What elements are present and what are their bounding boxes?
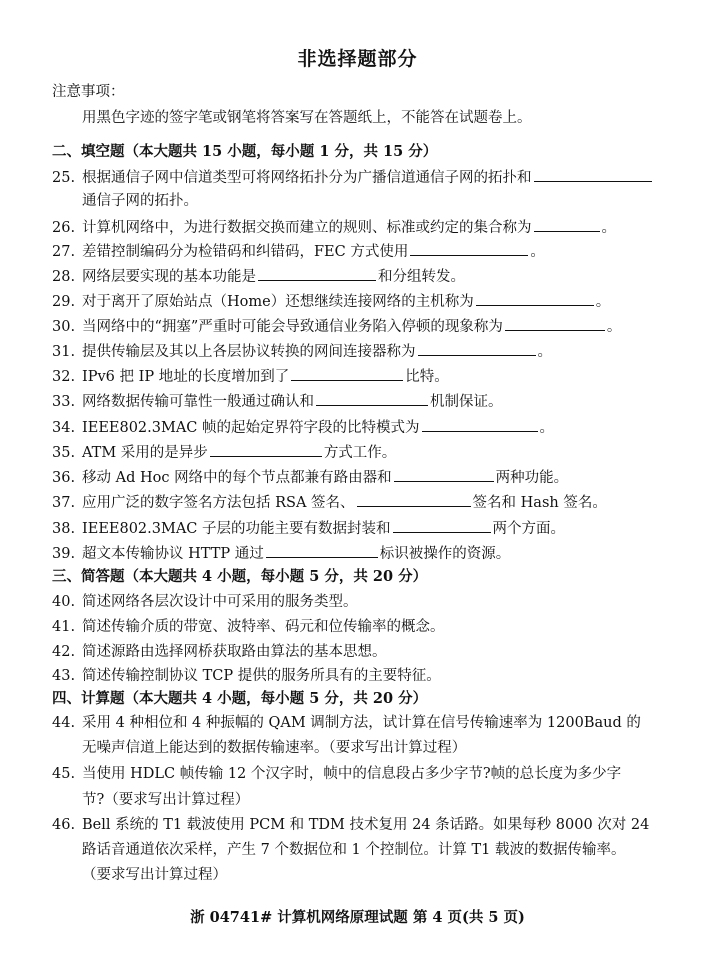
question-text-end: 比特。 — [405, 369, 449, 385]
question-number: 32. — [52, 369, 76, 385]
question-text-end: 机制保证。 — [430, 394, 503, 410]
question-text-end: 。 — [595, 294, 611, 310]
question-number: 45. — [52, 766, 76, 782]
question-text: 采用 4 种相位和 4 种振幅的 QAM 调制方法，试计算在信号传输速率为 1200Baud 的 — [82, 715, 641, 731]
question-27 — [52, 241, 545, 262]
page-footer: 浙 04741# 计算机网络原理试题 第 4 页(共 5 页) — [190, 909, 525, 926]
question-text: 简述传输介质的带宽、波特率、码元和位传输率的概念。 — [82, 619, 445, 635]
question-text: 网络数据传输可靠性一般通过确认和 — [82, 394, 314, 410]
answer-blank[interactable] — [258, 266, 376, 281]
question-number: 29. — [52, 294, 76, 310]
question-text: IEEE802.3MAC 帧的起始定界符字段的比特模式为 — [82, 420, 420, 436]
question-text: 简述源路由选择网桥获取路由算法的基本思想。 — [82, 644, 387, 660]
question-29 — [52, 291, 610, 312]
question-46-cont: 路话音通道依次采样，产生 7 个数据位和 1 个控制位。计算 T1 载波的数据传输率。 — [82, 842, 626, 858]
question-number: 37. — [52, 495, 76, 511]
question-text: IEEE802.3MAC 子层的功能主要有数据封装和 — [82, 521, 391, 537]
answer-blank[interactable] — [266, 543, 378, 558]
question-text-end: 签名和 Hash 签名。 — [472, 495, 607, 511]
answer-blank[interactable] — [505, 316, 605, 331]
answer-blank[interactable] — [476, 291, 594, 306]
section4-heading: 四、计算题（本大题共 4 小题，每小题 5 分，共 20 分） — [52, 690, 428, 707]
question-46-cont-2: （要求写出计算过程） — [82, 867, 227, 883]
question-text-end: 。 — [537, 344, 552, 360]
question-text-end: 。 — [601, 220, 616, 236]
answer-blank[interactable] — [210, 442, 322, 457]
question-39 — [52, 543, 510, 564]
question-text-end: 和分组转发。 — [378, 269, 465, 285]
question-number: 27. — [52, 244, 76, 260]
answer-blank[interactable] — [291, 366, 403, 381]
question-30 — [52, 316, 621, 337]
question-number: 42. — [52, 644, 76, 660]
answer-blank[interactable] — [534, 167, 652, 182]
question-45 — [52, 764, 621, 784]
question-text: 差错控制编码分为检错码和纠错码，FEC 方式使用 — [82, 244, 409, 260]
question-number: 33. — [52, 394, 76, 410]
question-text-end: 两个方面。 — [492, 521, 566, 537]
question-33 — [52, 391, 503, 412]
question-text: ATM 采用的是异步 — [82, 445, 208, 461]
notice-text: 用黑色字迹的签字笔或钢笔将答案写在答题纸上，不能答在试题卷上。 — [82, 110, 532, 126]
question-42 — [52, 642, 387, 662]
question-number: 31. — [52, 344, 76, 360]
answer-blank[interactable] — [393, 518, 491, 533]
question-43 — [52, 666, 441, 686]
question-text: 超文本传输协议 HTTP 通过 — [82, 546, 264, 562]
question-text-end: 两种功能。 — [495, 470, 569, 486]
question-text: 网络层要实现的基本功能是 — [82, 269, 256, 285]
question-26 — [52, 217, 616, 238]
question-31 — [52, 341, 552, 362]
question-25-cont: 通信子网的拓扑。 — [82, 193, 198, 209]
question-text: IPv6 把 IP 地址的长度增加到了 — [82, 369, 290, 385]
question-text: 对于离开了原始站点（Home）还想继续连接网络的主机称为 — [82, 294, 474, 310]
question-25 — [52, 167, 654, 188]
question-41 — [52, 617, 445, 637]
question-44-cont: 无噪声信道上能达到的数据传输速率。（要求写出计算过程） — [82, 740, 467, 756]
question-text: Bell 系统的 T1 载波使用 PCM 和 TDM 技术复用 24 条话路。如果每秒 8000 次对 24 — [82, 817, 650, 833]
question-text-end: 。 — [539, 420, 555, 436]
question-40 — [52, 592, 358, 612]
question-32 — [52, 366, 449, 387]
answer-blank[interactable] — [422, 417, 538, 432]
question-number: 44. — [52, 715, 76, 731]
question-text: 根据通信子网中信道类型可将网络拓扑分为广播信道通信子网的拓扑和 — [82, 170, 532, 186]
question-number: 43. — [52, 668, 76, 684]
question-text-end: 标识被操作的资源。 — [379, 546, 511, 562]
answer-blank[interactable] — [357, 492, 471, 507]
question-36 — [52, 467, 568, 488]
answer-blank[interactable] — [316, 391, 428, 406]
answer-blank[interactable] — [534, 217, 600, 232]
question-number: 28. — [52, 269, 76, 285]
page-title: 非选择题部分 — [297, 48, 418, 70]
question-text: 简述传输控制协议 TCP 提供的服务所具有的主要特征。 — [82, 668, 441, 684]
question-number: 36. — [52, 470, 76, 486]
question-text: 计算机网络中，为进行数据交换而建立的规则、标准或约定的集合称为 — [82, 220, 532, 236]
question-34 — [52, 417, 554, 438]
question-text: 当网络中的“拥塞”严重时可能会导致通信业务陷入停顿的现象称为 — [82, 319, 503, 335]
question-text: 应用广泛的数字签名方法包括 RSA 签名、 — [82, 495, 355, 511]
question-number: 41. — [52, 619, 76, 635]
question-28 — [52, 266, 465, 287]
answer-blank[interactable] — [394, 467, 494, 482]
question-text: 简述网络各层次设计中可采用的服务类型。 — [82, 594, 358, 610]
question-text-end: 。 — [530, 244, 545, 260]
question-number: 30. — [52, 319, 76, 335]
question-number: 40. — [52, 594, 76, 610]
question-number: 25. — [52, 170, 76, 186]
question-text-end: 方式工作。 — [323, 445, 397, 461]
question-number: 34. — [52, 420, 76, 436]
question-35 — [52, 442, 396, 463]
question-text-end: 。 — [606, 319, 622, 335]
question-text: 移动 Ad Hoc 网络中的每个节点都兼有路由器和 — [82, 470, 392, 486]
question-number: 38. — [52, 521, 76, 537]
question-44 — [52, 713, 641, 733]
notice-heading: 注意事项： — [52, 84, 125, 100]
question-number: 26. — [52, 220, 76, 236]
question-37 — [52, 492, 607, 513]
question-number: 35. — [52, 445, 76, 461]
section2-heading: 二、填空题（本大题共 15 小题，每小题 1 分，共 15 分） — [52, 143, 438, 160]
question-number: 39. — [52, 546, 76, 562]
question-38 — [52, 518, 565, 539]
section3-heading: 三、简答题（本大题共 4 小题，每小题 5 分，共 20 分） — [52, 568, 428, 585]
question-46 — [52, 815, 649, 835]
question-text: 提供传输层及其以上各层协议转换的网间连接器称为 — [82, 344, 416, 360]
answer-blank[interactable] — [418, 341, 536, 356]
question-45-cont: 节?（要求写出计算过程） — [82, 792, 250, 808]
question-number: 46. — [52, 817, 76, 833]
question-text: 当使用 HDLC 帧传输 12 个汉字时，帧中的信息段占多少字节?帧的总长度为多少字 — [82, 766, 622, 782]
answer-blank[interactable] — [410, 241, 528, 256]
